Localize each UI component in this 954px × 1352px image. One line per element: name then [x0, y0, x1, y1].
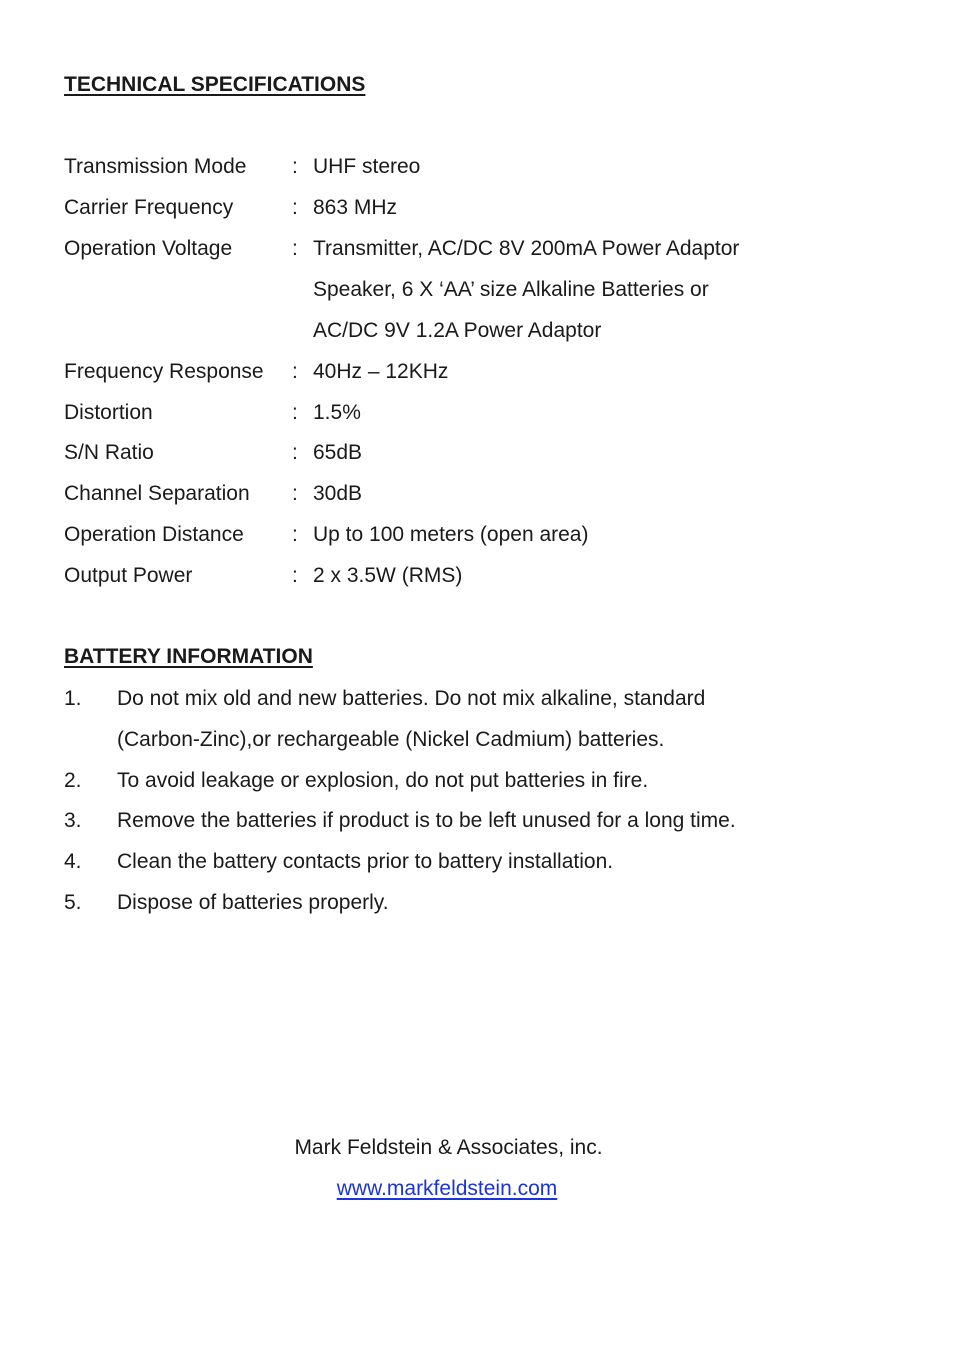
list-text: Dispose of batteries properly. [117, 891, 389, 914]
list-item [64, 809, 884, 833]
spec-value: 30dB [313, 482, 363, 505]
spec-colon: : [292, 196, 298, 219]
spec-row-operation-distance [64, 523, 864, 547]
spec-value: UHF stereo [313, 155, 421, 178]
spec-value: 2 x 3.5W (RMS) [313, 564, 463, 587]
spec-label: Operation Voltage [64, 237, 233, 260]
list-item [64, 891, 884, 915]
spec-row-carrier-frequency [64, 196, 864, 220]
list-item [64, 687, 884, 711]
list-number: 2. [64, 769, 82, 792]
spec-row-sn-ratio [64, 441, 864, 465]
spec-colon: : [292, 401, 298, 424]
spec-row-frequency-response [64, 360, 864, 384]
spec-colon: : [292, 523, 298, 546]
list-item-continuation [64, 728, 884, 752]
list-text: Remove the batteries if product is to be left unused for a long time. [117, 809, 736, 832]
spec-row-operation-voltage-cont-1 [64, 278, 864, 302]
website-link[interactable]: www.markfeldstein.com [336, 1177, 558, 1200]
spec-value: 1.5% [313, 401, 361, 424]
technical-specifications-heading: TECHNICAL SPECIFICATIONS [64, 73, 366, 96]
list-number: 1. [64, 687, 82, 710]
spec-row-operation-voltage [64, 237, 864, 261]
list-number: 3. [64, 809, 82, 832]
spec-colon: : [292, 441, 298, 464]
spec-label: Output Power [64, 564, 193, 587]
spec-label: Channel Separation [64, 482, 250, 505]
list-text: (Carbon-Zinc),or rechargeable (Nickel Cadmium) batteries. [117, 728, 665, 751]
spec-row-operation-voltage-cont-2 [64, 319, 864, 343]
spec-label: Carrier Frequency [64, 196, 234, 219]
spec-value: Transmitter, AC/DC 8V 200mA Power Adaptor [313, 237, 740, 260]
list-text: Do not mix old and new batteries. Do not mix alkaline, standard [117, 687, 706, 710]
list-number: 5. [64, 891, 82, 914]
company-name: Mark Feldstein & Associates, inc. [294, 1136, 603, 1159]
spec-value: 863 MHz [313, 196, 398, 219]
list-text: To avoid leakage or explosion, do not put batteries in fire. [117, 769, 649, 792]
spec-colon: : [292, 564, 298, 587]
spec-label: Frequency Response [64, 360, 264, 383]
spec-row-distortion [64, 401, 864, 425]
spec-label: Transmission Mode [64, 155, 247, 178]
battery-information-heading: BATTERY INFORMATION [64, 645, 313, 668]
spec-value: 65dB [313, 441, 363, 464]
spec-label: S/N Ratio [64, 441, 154, 464]
website-line [0, 1177, 894, 1201]
list-item [64, 769, 884, 793]
list-item [64, 850, 884, 874]
spec-row-output-power [64, 564, 864, 588]
spec-row-channel-separation [64, 482, 864, 506]
spec-value: 40Hz – 12KHz [313, 360, 449, 383]
spec-value: AC/DC 9V 1.2A Power Adaptor [313, 319, 602, 342]
list-number: 4. [64, 850, 82, 873]
spec-label: Operation Distance [64, 523, 244, 546]
spec-colon: : [292, 155, 298, 178]
spec-colon: : [292, 237, 298, 260]
spec-colon: : [292, 360, 298, 383]
spec-colon: : [292, 482, 298, 505]
list-text: Clean the battery contacts prior to battery installation. [117, 850, 614, 873]
spec-row-transmission-mode [64, 155, 864, 179]
spec-label: Distortion [64, 401, 153, 424]
spec-value: Speaker, 6 X ‘AA’ size Alkaline Batteries or [313, 278, 709, 301]
spec-value: Up to 100 meters (open area) [313, 523, 589, 546]
